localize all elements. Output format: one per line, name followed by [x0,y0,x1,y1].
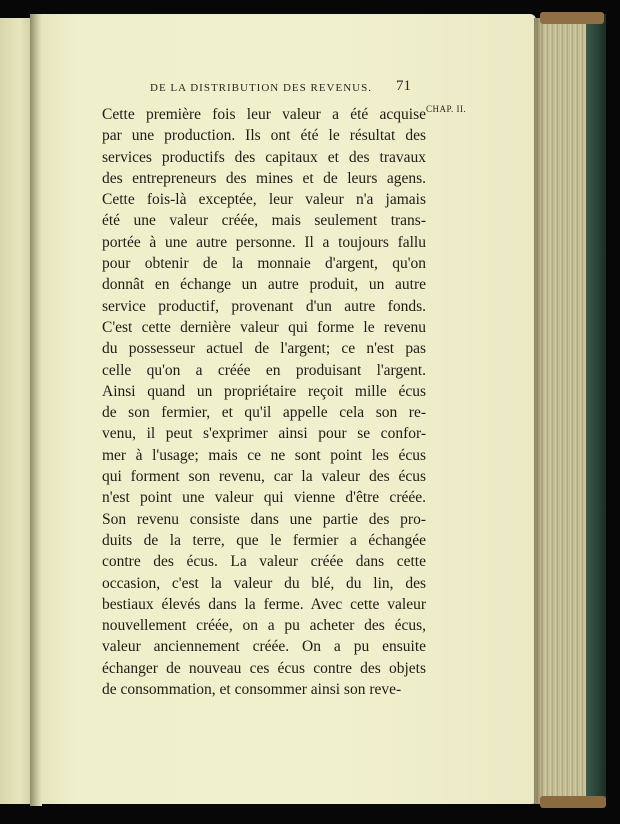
text-line: nouvellement créée, on a pu acheter des écus, [102,617,426,635]
text-line: bestiaux élevés dans la ferme. Avec cette valeur [102,595,426,613]
text-line: n'est point une valeur qui vienne d'être créée. [102,489,426,507]
cover-top-edge [540,12,604,24]
text-line: venu, il peut s'exprimer ainsi pour se confor- [102,425,426,443]
text-line: Ainsi quand un propriétaire reçoit mille écus [102,382,426,400]
text-line: donnât en échange un autre produit, un autre [102,276,426,294]
body-text [102,104,426,700]
text-line: qui forment son revenu, car la valeur des écus [102,468,426,486]
text-line: été une valeur créée, mais seulement trans- [102,212,426,230]
text-line: Cette première fois leur valeur a été acquise [102,106,426,123]
text-line: occasion, c'est la valeur du blé, du lin, des [102,574,426,592]
text-line: de son fermier, et qu'il appelle cela son re- [102,404,426,422]
page-edge-shadow [534,18,544,804]
page-number: 71 [396,78,411,94]
chapter-margin-note: CHAP. II. [426,104,467,114]
text-line: celle qu'on a créée en produisant l'argent. [102,361,426,379]
text-line: service productif, provenant d'un autre fonds. [102,297,426,315]
text-line: pour obtenir de la monnaie d'argent, qu'on [102,255,426,273]
text-line: valeur anciennement créée. On a pu ensuite [102,638,426,656]
cover-bottom-edge [540,796,606,808]
text-line: portée à une autre personne. Il a toujours fallu [102,233,426,251]
text-line: contre des écus. La valeur créée dans cette [102,553,426,571]
text-line: C'est cette dernière valeur qui forme le revenu [102,318,426,336]
text-line: par une production. Ils ont été le résultat des [102,127,426,145]
text-line: services productifs des capitaux et des travaux [102,148,426,166]
text-line: mer à l'usage; mais ce ne sont point les écus [102,446,426,464]
text-line: échanger de nouveau ces écus contre des objets [102,659,426,677]
text-line: duits de la terre, que le fermier a échangée [102,531,426,549]
text-line: des entrepreneurs des mines et de leurs agens. [102,169,426,187]
book-cover [586,14,606,804]
text-line: Cette fois-là exceptée, leur valeur n'a jamais [102,191,426,209]
book-gutter [30,14,42,806]
text-line: de consommation, et consommer ainsi son reve- [102,681,402,699]
text-line: Son revenu consiste dans une partie des pro- [102,510,426,528]
running-head: DE LA DISTRIBUTION DES REVENUS. [150,82,372,94]
text-line: du possesseur actuel de l'argent; ce n'est pas [102,340,426,358]
